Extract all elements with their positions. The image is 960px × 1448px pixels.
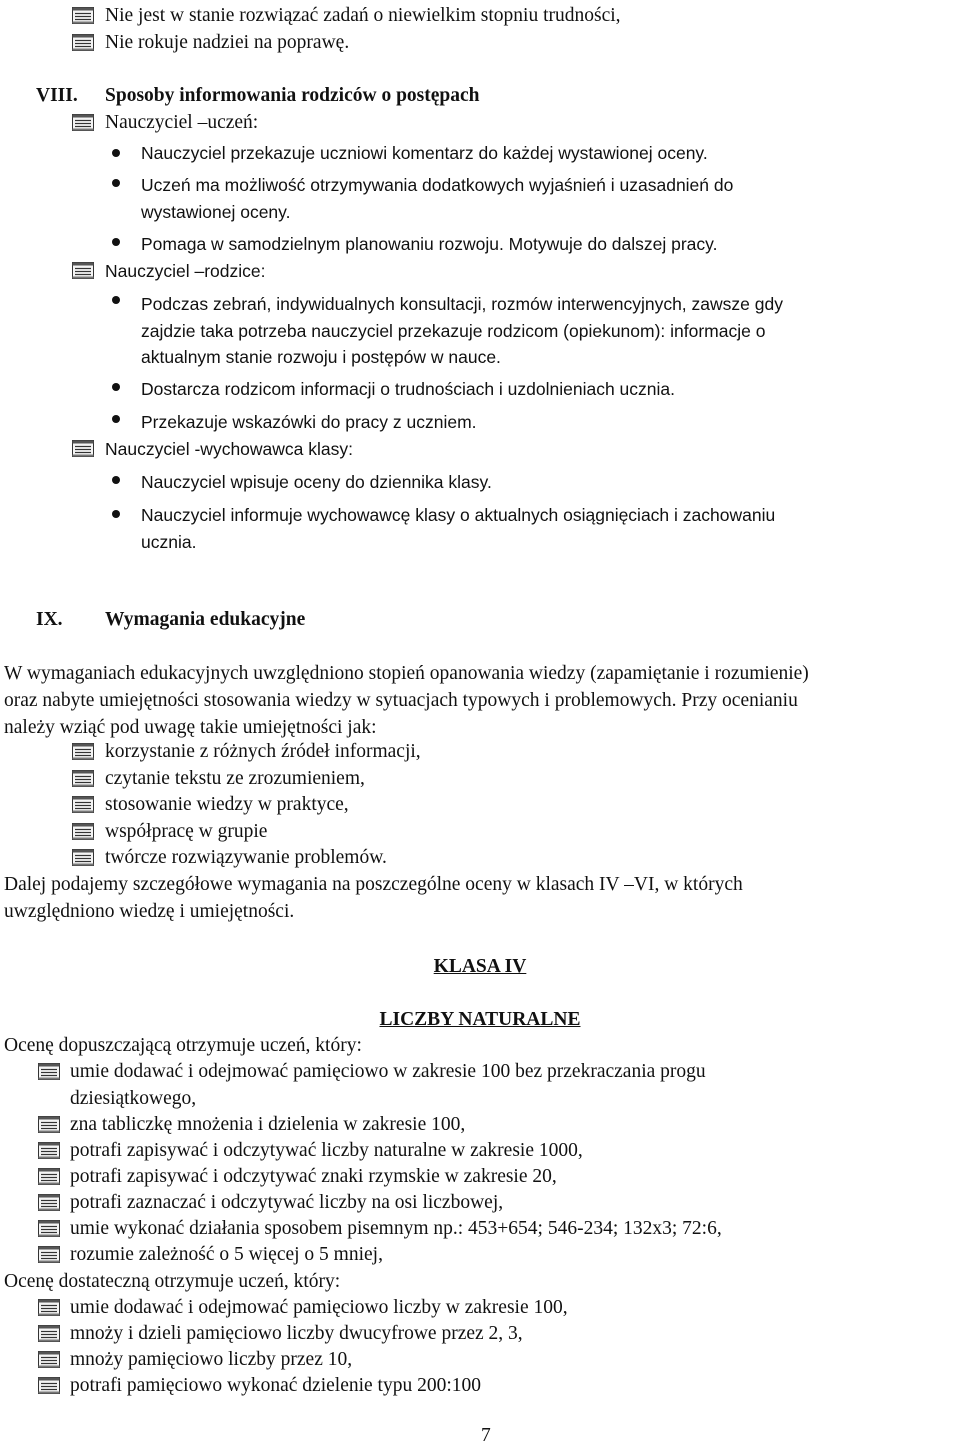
list-icon xyxy=(72,770,94,787)
list-icon xyxy=(38,1351,60,1368)
paragraph-line: należy wziąć pod uwagę takie umiejętności jak: xyxy=(4,717,377,738)
bullet-text-cont: ucznia. xyxy=(141,532,197,552)
grade-intro: Ocenę dostateczną otrzymuje uczeń, który: xyxy=(4,1271,341,1292)
section-title: Sposoby informowania rodziców o postępach xyxy=(105,85,480,106)
bullet-text: Pomaga w samodzielnym planowaniu rozwoju. Motywuje do dalszej pracy. xyxy=(141,234,718,254)
group-title: Nauczyciel -wychowawca klasy: xyxy=(105,439,353,459)
requirement-item: potrafi zapisywać i odczytywać znaki rzymskie w zakresie 20, xyxy=(70,1166,557,1187)
grade-intro: Ocenę dopuszczającą otrzymuje uczeń, który: xyxy=(4,1035,362,1056)
section-number: IX. xyxy=(36,609,63,630)
bullet-text-cont: aktualnym stanie rozwoju i postępów w nauce. xyxy=(141,347,501,367)
skill-item: korzystanie z różnych źródeł informacji, xyxy=(105,741,421,762)
bullet-text: Nauczyciel informuje wychowawcę klasy o aktualnych osiągnięciach i zachowaniu xyxy=(141,505,776,525)
paragraph-line: uwzględniono wiedzę i umiejętności. xyxy=(4,901,295,922)
list-icon xyxy=(72,7,94,24)
bullet-text: Nauczyciel przekazuje uczniowi komentarz do każdej wystawionej oceny. xyxy=(141,143,708,163)
list-icon xyxy=(72,823,94,840)
paragraph-line: W wymaganiach edukacyjnych uwzględniono stopień opanowania wiedzy (zapamiętanie i rozumienie) xyxy=(4,663,809,684)
group-title: Nauczyciel –uczeń: xyxy=(105,112,259,133)
bullet-icon xyxy=(112,149,120,157)
list-icon xyxy=(38,1246,60,1263)
list-icon xyxy=(72,262,94,279)
bullet-text: Nauczyciel wpisuje oceny do dziennika klasy. xyxy=(141,472,492,492)
requirement-item: mnoży i dzieli pamięciowo liczby dwucyfrowe przez 2, 3, xyxy=(70,1323,523,1344)
list-icon xyxy=(72,34,94,51)
list-icon xyxy=(72,743,94,760)
list-item: Nie jest w stanie rozwiązać zadań o niewielkim stopniu trudności, xyxy=(105,5,621,26)
list-icon xyxy=(72,796,94,813)
skill-item: czytanie tekstu ze zrozumieniem, xyxy=(105,768,365,789)
list-icon xyxy=(38,1299,60,1316)
list-icon xyxy=(38,1194,60,1211)
bullet-icon xyxy=(112,296,120,304)
requirement-item: zna tabliczkę mnożenia i dzielenia w zakresie 100, xyxy=(70,1114,466,1135)
bullet-text-cont: zajdzie taka potrzeba nauczyciel przekazuje rodzicom (opiekunom): informacje o xyxy=(141,321,766,341)
skill-item: współpracę w grupie xyxy=(105,821,268,842)
list-icon xyxy=(38,1168,60,1185)
requirement-item: umie dodawać i odejmować pamięciowo liczby w zakresie 100, xyxy=(70,1297,568,1318)
paragraph-line: Dalej podajemy szczegółowe wymagania na poszczególne oceny w klasach IV –VI, w których xyxy=(4,874,743,895)
requirement-item-cont: dziesiątkowego, xyxy=(70,1088,197,1109)
requirement-item: rozumie zależność o 5 więcej o 5 mniej, xyxy=(70,1244,383,1265)
bullet-text: Uczeń ma możliwość otrzymywania dodatkowych wyjaśnień i uzasadnień do xyxy=(141,175,734,195)
requirement-item: potrafi zaznaczać i odczytywać liczby na osi liczbowej, xyxy=(70,1192,504,1213)
topic-heading: LICZBY NATURALNE xyxy=(379,1009,581,1030)
requirement-item: umie wykonać działania sposobem pisemnym np.: 453+654; 546-234; 132x3; 72:6, xyxy=(70,1218,722,1239)
paragraph-line: oraz nabyte umiejętności stosowania wiedzy w sytuacjach typowych i problemowych. Przy ocenianiu xyxy=(4,690,798,711)
bullet-icon xyxy=(112,238,120,246)
bullet-icon xyxy=(112,510,120,518)
requirement-item: potrafi zapisywać i odczytywać liczby naturalne w zakresie 1000, xyxy=(70,1140,583,1161)
list-icon xyxy=(38,1220,60,1237)
skill-item: twórcze rozwiązywanie problemów. xyxy=(105,847,387,868)
page-number: 7 xyxy=(481,1425,491,1446)
bullet-text: Dostarcza rodzicom informacji o trudnościach i uzdolnieniach ucznia. xyxy=(141,379,675,399)
list-icon xyxy=(38,1377,60,1394)
bullet-icon xyxy=(112,415,120,423)
bullet-icon xyxy=(112,383,120,391)
requirement-item: potrafi pamięciowo wykonać dzielenie typu 200:100 xyxy=(70,1375,482,1396)
class-heading: KLASA IV xyxy=(433,956,527,977)
bullet-text-cont: wystawionej oceny. xyxy=(141,202,291,222)
list-icon xyxy=(38,1142,60,1159)
section-title: Wymagania edukacyjne xyxy=(105,609,306,630)
list-icon xyxy=(72,849,94,866)
list-icon xyxy=(38,1063,60,1080)
list-icon xyxy=(72,114,94,131)
skill-item: stosowanie wiedzy w praktyce, xyxy=(105,794,349,815)
section-number: VIII. xyxy=(36,85,78,106)
list-icon xyxy=(38,1116,60,1133)
bullet-text: Przekazuje wskazówki do pracy z uczniem. xyxy=(141,412,477,432)
requirement-item: umie dodawać i odejmować pamięciowo w zakresie 100 bez przekraczania progu xyxy=(70,1061,706,1082)
list-icon xyxy=(38,1325,60,1342)
requirement-item: mnoży pamięciowo liczby przez 10, xyxy=(70,1349,353,1370)
list-item: Nie rokuje nadziei na poprawę. xyxy=(105,32,350,53)
bullet-icon xyxy=(112,476,120,484)
bullet-text: Podczas zebrań, indywidualnych konsultacji, rozmów interwencyjnych, zawsze gdy xyxy=(141,294,783,314)
list-icon xyxy=(72,440,94,457)
group-title: Nauczyciel –rodzice: xyxy=(105,261,266,281)
bullet-icon xyxy=(112,179,120,187)
